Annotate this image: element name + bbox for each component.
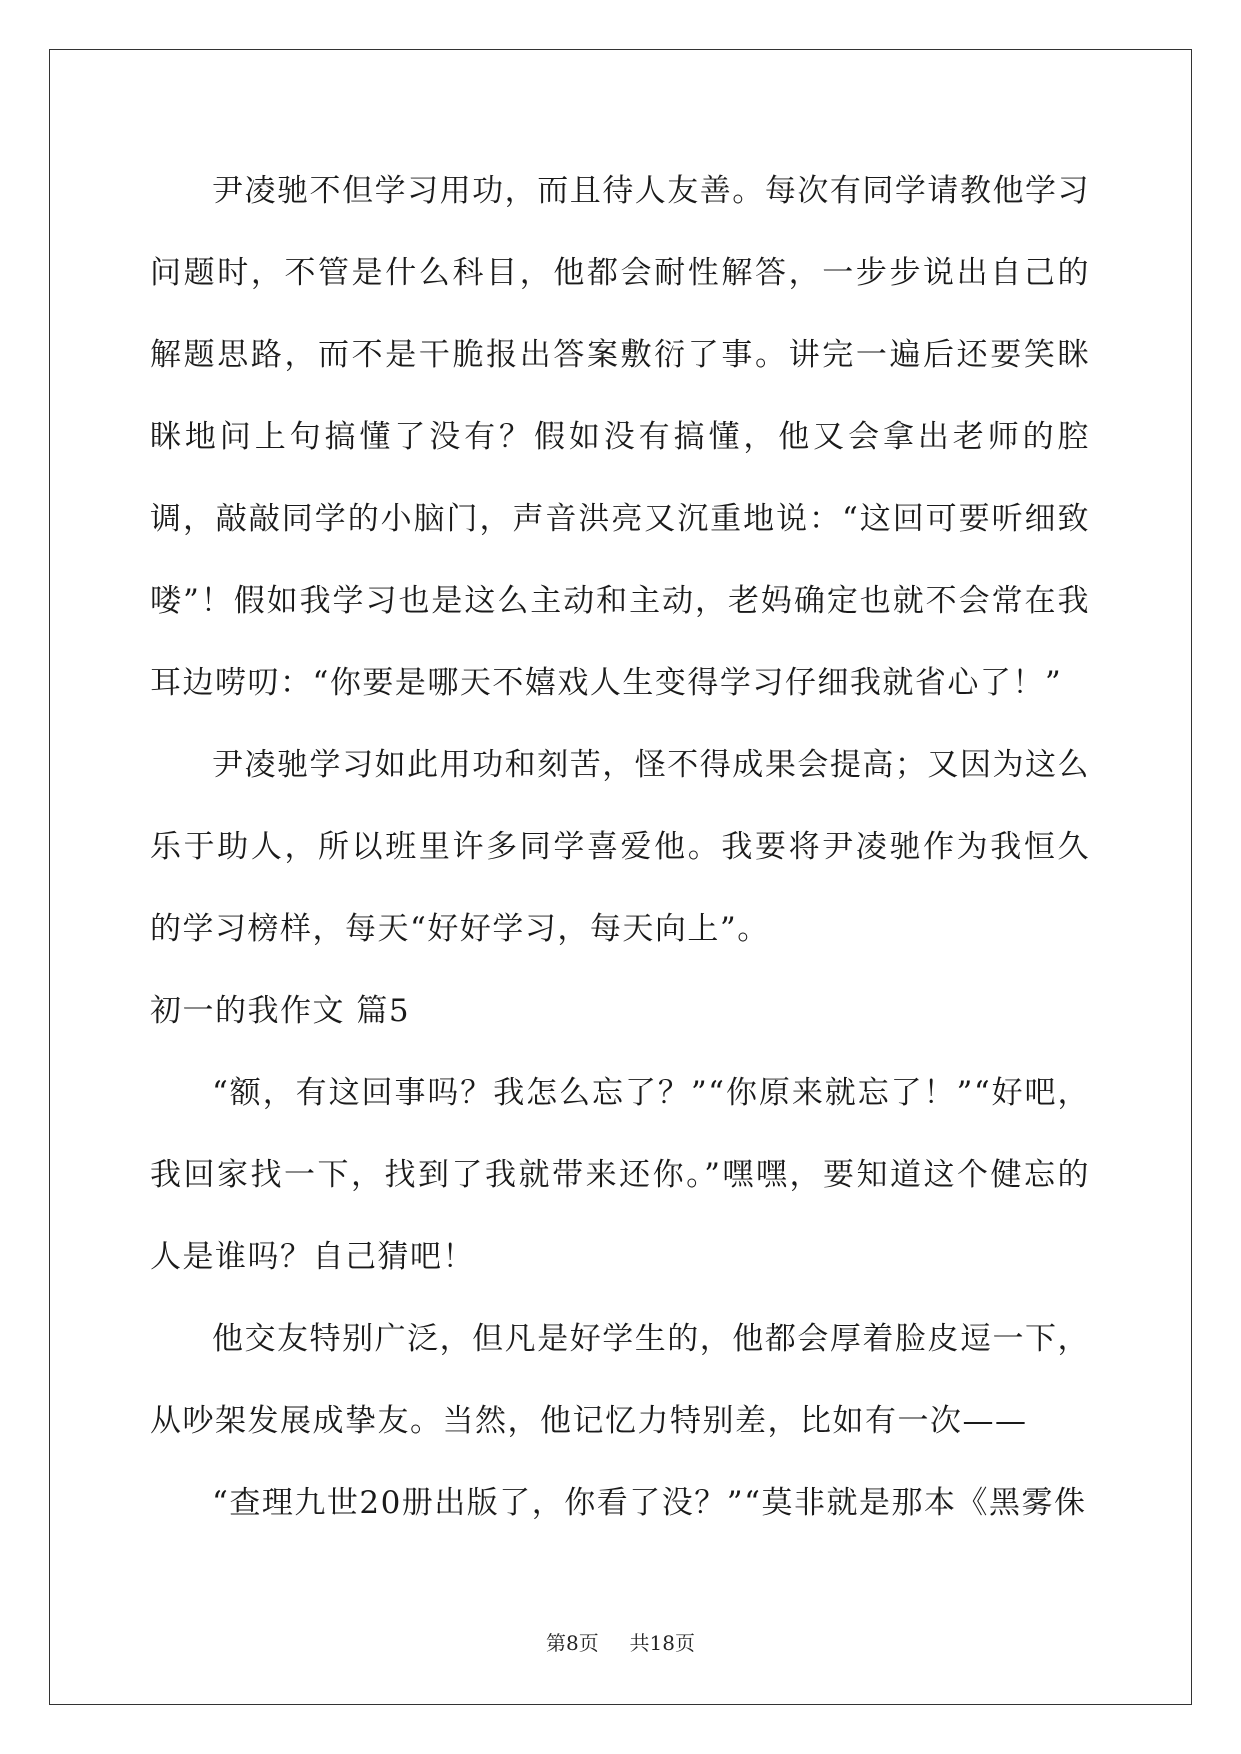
page-footer — [0, 1627, 1241, 1656]
section-heading: 初一的我作文 篇5 — [150, 993, 411, 1029]
paragraph-1: 尹凌驰不但学习用功，而且待人友善。每次有同学请教他学习问题时，不管是什么科目，他都会耐性解答，一步步说出自己的解题思路，而不是干脆报出答案敷衍了事。讲完一遍后还要笑眯眯地问上句搞懂了没有？假如没有搞懂，他又会拿出老师的腔调，敲敲同学的小脑门，声音洪亮又沉重地说：“这回可要听细致喽”！假如我学习也是这么主动和主动，老妈确定也就不会常在我耳边唠叨：“你要是哪天不嬉戏人生变得学习仔细我就省心了！” — [150, 173, 1090, 701]
paragraph-2: 尹凌驰学习如此用功和刻苦，怪不得成果会提高；又因为这么乐于助人，所以班里许多同学喜爱他。我要将尹凌驰作为我恒久的学习榜样，每天“好好学习，每天向上”。 — [150, 747, 1090, 947]
paragraph-3: “额，有这回事吗？我怎么忘了？”“你原来就忘了！”“好吧，我回家找一下，找到了我就带来还你。”嘿嘿，要知道这个健忘的人是谁吗？自己猜吧！ — [150, 1075, 1090, 1275]
page-number: 第8页 — [546, 1631, 599, 1655]
paragraph-4: 他交友特别广泛，但凡是好学生的，他都会厚着脸皮逗一下，从吵架发展成挚友。当然，他记忆力特别差，比如有一次—— — [150, 1321, 1090, 1439]
document-body — [150, 150, 1090, 1544]
paragraph-5: “查理九世20册出版了，你看了没？”“莫非就是那本《黑雾侏 — [212, 1485, 1087, 1521]
page-total: 共18页 — [629, 1631, 695, 1655]
